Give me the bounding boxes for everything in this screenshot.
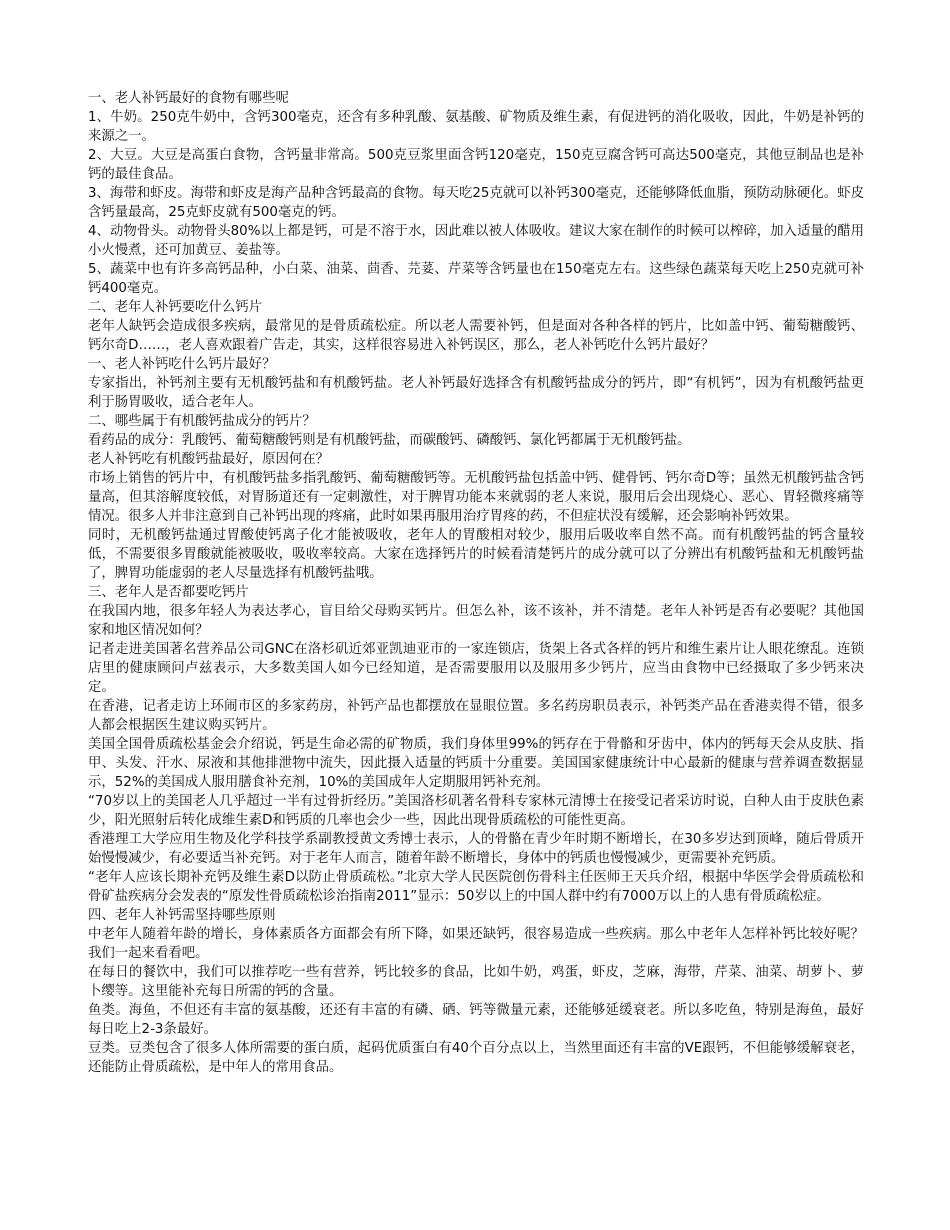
paragraph: 豆类。豆类包含了很多人体所需要的蛋白质，起码优质蛋白有40个百分点以上，当然里面还有丰富的VE跟钙，不但能够缓解衰老，还能防止骨质疏松，是中年人的常用食品。 (88, 1041, 864, 1075)
paragraph: 5、蔬菜中也有许多高钙品种，小白菜、油菜、茴香、芫荽、芹菜等含钙量也在150毫克左右。这些绿色蔬菜每天吃上250克就可补钙400毫克。 (88, 262, 864, 296)
paragraph: 老年人缺钙会造成很多疾病，最常见的是骨质疏松症。所以老人需要补钙，但是面对各种各样的钙片，比如盖中钙、葡萄糖酸钙、钙尔奇D……，老人喜欢跟着广告走，其实，这样很容易进入补钙误区，那么，老人补钙吃什么钙片最好？ (88, 319, 864, 353)
sub-heading: 一、老人补钙吃什么钙片最好？ (88, 357, 276, 372)
section-heading-4: 四、老年人补钙需坚持哪些原则 (88, 908, 276, 923)
section-heading-3: 三、老年人是否都要吃钙片 (88, 585, 249, 600)
paragraph: 看药品的成分：乳酸钙、葡萄糖酸钙则是有机酸钙盐，而碳酸钙、磷酸钙、氯化钙都属于无机酸钙盐。 (88, 433, 691, 448)
paragraph: 中老年人随着年龄的增长，身体素质各方面都会有所下降，如果还缺钙，很容易造成一些疾病。那么中老年人怎样补钙比较好呢？我们一起来看看吧。 (88, 927, 864, 961)
paragraph: 在每日的餐饮中，我们可以推荐吃一些有营养，钙比较多的食品，比如牛奶，鸡蛋，虾皮，芝麻，海带，芹菜、油菜、胡萝卜、萝卜缨等。这里能补充每日所需的钙的含量。 (88, 965, 864, 999)
paragraph: 1、牛奶。250克牛奶中，含钙300毫克，还含有多种乳酸、氨基酸、矿物质及维生素，有促进钙的消化吸收，因此，牛奶是补钙的来源之一。 (88, 110, 864, 144)
section-heading-1: 一、老人补钙最好的食物有哪些呢 (88, 91, 289, 106)
sub-heading: 老人补钙吃有机酸钙盐最好，原因何在？ (88, 452, 330, 467)
sub-heading: 二、哪些属于有机酸钙盐成分的钙片？ (88, 414, 316, 429)
paragraph: 专家指出，补钙剂主要有无机酸钙盐和有机酸钙盐。老人补钙最好选择含有机酸钙盐成分的钙片，即“有机钙”，因为有机酸钙盐更利于肠胃吸收，适合老年人。 (88, 376, 864, 410)
paragraph: 香港理工大学应用生物及化学科技学系副教授黄文秀博士表示，人的骨骼在青少年时期不断增长，在30多岁达到顶峰，随后骨质开始慢慢减少，有必要适当补充钙。对于老年人而言，随着年龄不断增长，身体中的钙质也慢慢减少，更需要补充钙质。 (88, 832, 864, 866)
paragraph: 3、海带和虾皮。海带和虾皮是海产品种含钙最高的食物。每天吃25克就可以补钙300毫克，还能够降低血脂，预防动脉硬化。虾皮含钙量最高，25克虾皮就有500毫克的钙。 (88, 186, 864, 220)
paragraph: “老年人应该长期补充钙及维生素D以防止骨质疏松。”北京大学人民医院创伤骨科主任医师王天兵介绍，根据中华医学会骨质疏松和骨矿盐疾病分会发表的“原发性骨质疏松诊治指南2011”显示：50岁以上的中国人群中约有7000万以上的人患有骨质疏松症。 (88, 870, 864, 904)
paragraph: 在我国内地，很多年轻人为表达孝心，盲目给父母购买钙片。但怎么补，该不该补，并不清楚。老年人补钙是否有必要呢？其他国家和地区情况如何？ (88, 604, 864, 638)
document-body (88, 89, 864, 1077)
paragraph: 市场上销售的钙片中，有机酸钙盐多指乳酸钙、葡萄糖酸钙等。无机酸钙盐包括盖中钙、健骨钙、钙尔奇D等；虽然无机酸钙盐含钙量高，但其溶解度较低，对胃肠道还有一定刺激性，对于脾胃功能本来就弱的老人来说，服用后会出现烧心、恶心、胃轻微疼痛等情况。很多人并非注意到自己补钙出现的疼痛，此时如果再服用治疗胃疼的药，不但症状没有缓解，还会影响补钙效果。 (88, 471, 864, 524)
paragraph: 记者走进美国著名营养品公司GNC在洛杉矶近郊亚凯迪亚市的一家连锁店，货架上各式各样的钙片和维生素片让人眼花缭乱。连锁店里的健康顾问卢兹表示，大多数美国人如今已经知道，是否需要服用以及服用多少钙片，应当由食物中已经摄取了多少钙来决定。 (88, 642, 864, 695)
paragraph: 同时，无机酸钙盐通过胃酸使钙离子化才能被吸收，老年人的胃酸相对较少，服用后吸收率自然不高。而有机酸钙盐的钙含量较低，不需要很多胃酸就能被吸收，吸收率较高。大家在选择钙片的时候看清楚钙片的成分就可以了分辨出有机酸钙盐和无机酸钙盐了，脾胃功能虚弱的老人尽量选择有机酸钙盐哦。 (88, 528, 864, 581)
paragraph: 2、大豆。大豆是高蛋白食物，含钙量非常高。500克豆浆里面含钙120毫克，150克豆腐含钙可高达500毫克，其他豆制品也是补钙的最佳食品。 (88, 148, 864, 182)
paragraph: 鱼类。海鱼，不但还有丰富的氨基酸，还还有丰富的有磷、硒、钙等微量元素，还能够延缓衰老。所以多吃鱼，特别是海鱼，最好每日吃上2-3条最好。 (88, 1003, 864, 1037)
paragraph: 4、动物骨头。动物骨头80%以上都是钙，可是不溶于水，因此难以被人体吸收。建议大家在制作的时候可以榨碎，加入适量的醋用小火慢煮，还可加黄豆、姜盐等。 (88, 224, 864, 258)
paragraph: “70岁以上的美国老人几乎超过一半有过骨折经历。”美国洛杉矶著名骨科专家林元清博士在接受记者采访时说，白种人由于皮肤色素少，阳光照射后转化成维生素D和钙质的几率也会少一些，因此出现骨质疏松的可能性更高。 (88, 794, 864, 828)
paragraph: 美国全国骨质疏松基金会介绍说，钙是生命必需的矿物质，我们身体里99%的钙存在于骨骼和牙齿中，体内的钙每天会从皮肤、指甲、头发、汗水、尿液和其他排泄物中流失，因此摄入适量的钙质十分重要。美国国家健康统计中心最新的健康与营养调查数据显示，52%的美国成人服用膳食补充剂，10%的美国成年人定期服用钙补充剂。 (88, 737, 864, 790)
section-heading-2: 二、老年人补钙要吃什么钙片 (88, 300, 263, 315)
paragraph: 在香港，记者走访上环闹市区的多家药房，补钙产品也都摆放在显眼位置。多名药房职员表示，补钙类产品在香港卖得不错，很多人都会根据医生建议购买钙片。 (88, 699, 864, 733)
